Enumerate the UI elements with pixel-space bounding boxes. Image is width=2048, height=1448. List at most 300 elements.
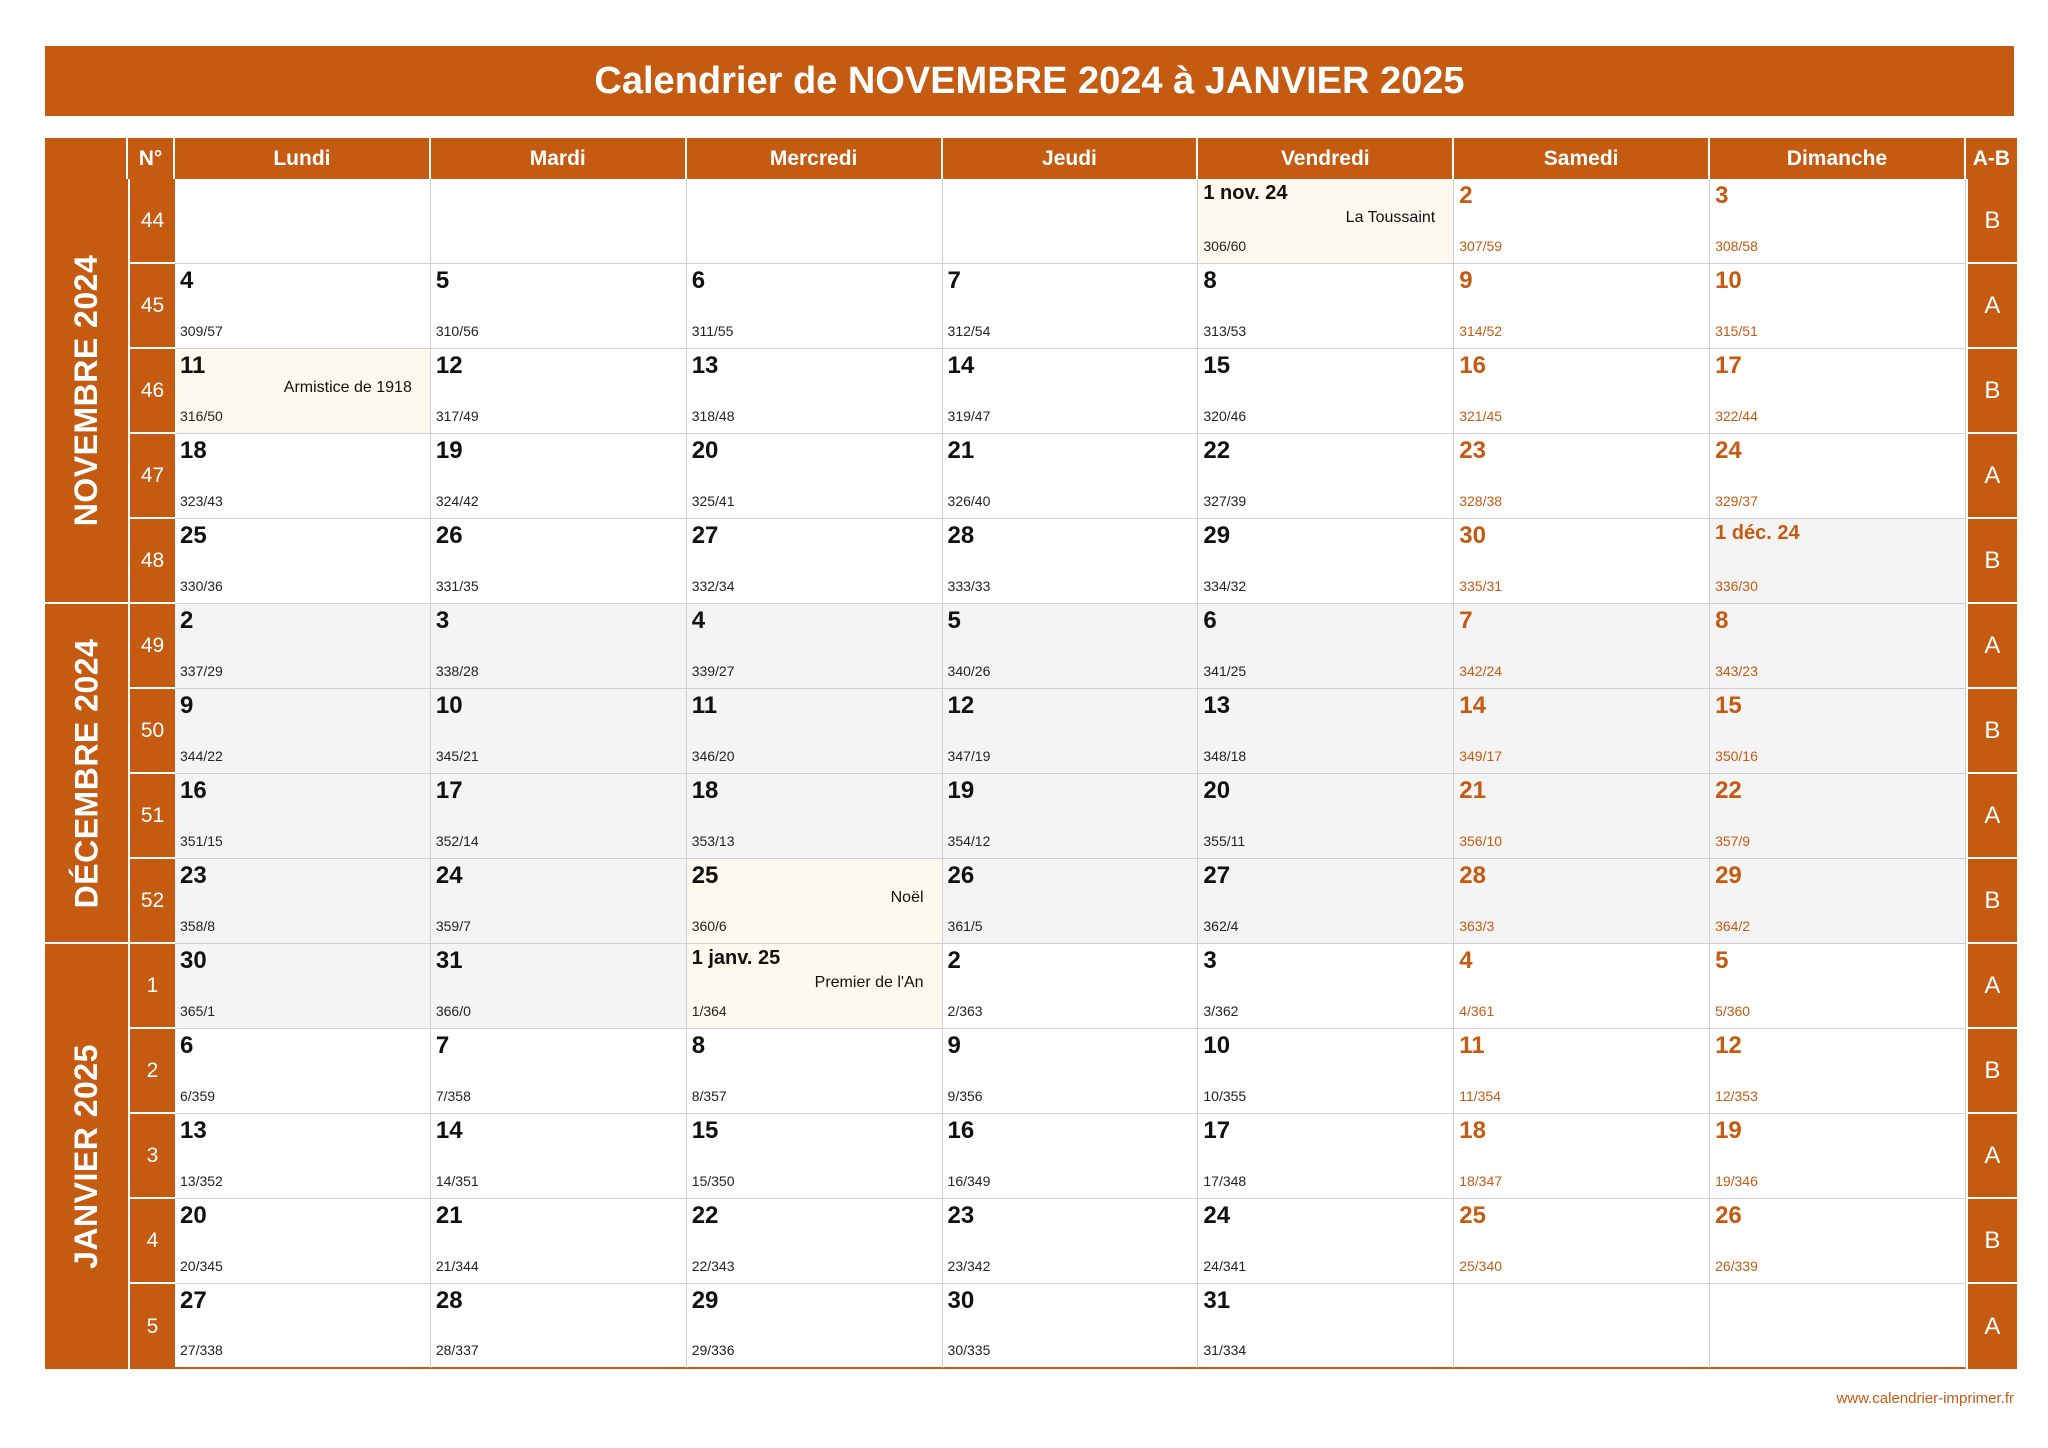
week-number: 50 [128, 689, 175, 774]
week-ab: A [1966, 604, 2017, 689]
month-label-text: JANVIER 2025 [68, 1044, 104, 1269]
day-of-year: 17/348 [1203, 1173, 1247, 1189]
day-number: 1 janv. 25 [691, 947, 781, 969]
day-cell [1454, 264, 1710, 349]
header-sunday: Dimanche [1710, 138, 1966, 179]
day-of-year: 311/55 [691, 323, 734, 339]
day-of-year: 28/337 [435, 1342, 479, 1358]
week-number: 47 [128, 434, 175, 519]
day-of-year: 20/345 [180, 1258, 223, 1274]
day-of-year: 306/60 [1203, 238, 1247, 254]
day-number: 10 [1203, 1032, 1231, 1059]
day-cell [1198, 349, 1454, 434]
day-of-year: 322/44 [1715, 408, 1758, 424]
day-of-year: 354/12 [947, 833, 991, 849]
day-number: 27 [180, 1287, 207, 1314]
header-wednesday: Mercredi [687, 138, 943, 179]
day-number: 3 [1715, 182, 1729, 209]
day-of-year: 340/26 [947, 663, 991, 679]
day-cell [943, 689, 1199, 774]
day-cell [1454, 1114, 1710, 1199]
day-of-year: 313/53 [1203, 323, 1247, 339]
day-cell [431, 689, 687, 774]
day-of-year: 326/40 [947, 493, 991, 509]
day-number: 17 [435, 777, 463, 804]
day-number: 17 [1715, 352, 1742, 379]
day-cell [1454, 859, 1710, 944]
day-number: 29 [1715, 862, 1742, 889]
day-of-year: 345/21 [435, 748, 479, 764]
holiday-name: Noël [890, 889, 924, 906]
header-week-number: N° [128, 138, 175, 179]
day-of-year: 346/20 [691, 748, 735, 764]
day-of-year: 7/358 [435, 1088, 471, 1104]
day-number: 14 [947, 352, 975, 379]
day-cell [687, 434, 943, 519]
month-label-text: NOVEMBRE 2024 [68, 254, 105, 527]
day-of-year: 347/19 [947, 748, 991, 764]
day-cell [687, 689, 943, 774]
day-number: 11 [691, 692, 718, 719]
day-cell [431, 604, 687, 689]
day-number: 8 [691, 1032, 706, 1059]
day-number: 1 déc. 24 [1715, 522, 1800, 544]
day-of-year: 363/3 [1459, 918, 1495, 934]
empty-day-cell [1454, 1284, 1710, 1369]
day-number: 28 [435, 1287, 463, 1314]
day-of-year: 339/27 [691, 663, 735, 679]
day-number: 10 [1715, 267, 1742, 294]
day-cell [687, 1199, 943, 1284]
day-cell [1710, 944, 1966, 1029]
day-cell [431, 944, 687, 1029]
day-cell [1198, 264, 1454, 349]
day-number: 11 [1459, 1032, 1485, 1059]
day-cell [431, 859, 687, 944]
day-of-year: 14/351 [435, 1173, 479, 1189]
day-cell [175, 604, 431, 689]
day-number: 9 [947, 1032, 961, 1059]
day-number: 15 [1203, 352, 1231, 379]
day-of-year: 349/17 [1459, 748, 1503, 764]
day-cell [1710, 434, 1966, 519]
day-number: 1 nov. 24 [1203, 182, 1288, 204]
day-number: 21 [435, 1202, 463, 1229]
day-of-year: 26/339 [1715, 1258, 1758, 1274]
day-cell [1454, 349, 1710, 434]
day-of-year: 314/52 [1459, 323, 1503, 339]
day-number: 30 [947, 1287, 975, 1314]
day-cell [431, 349, 687, 434]
week-ab: B [1966, 179, 2017, 264]
day-of-year: 341/25 [1203, 663, 1247, 679]
day-number: 30 [180, 947, 207, 974]
day-of-year: 320/46 [1203, 408, 1247, 424]
day-cell [1198, 689, 1454, 774]
day-number: 11 [180, 352, 206, 379]
month-label [45, 179, 128, 604]
day-of-year: 13/352 [180, 1173, 223, 1189]
day-of-year: 310/56 [435, 323, 479, 339]
month-label [45, 944, 128, 1369]
day-number: 23 [180, 862, 207, 889]
day-of-year: 318/48 [691, 408, 735, 424]
holiday-name: Armistice de 1918 [283, 379, 412, 396]
day-number: 20 [691, 437, 719, 464]
day-of-year: 329/37 [1715, 493, 1758, 509]
day-cell [175, 1284, 431, 1369]
day-of-year: 4/361 [1459, 1003, 1495, 1019]
day-cell [431, 1199, 687, 1284]
day-cell [175, 689, 431, 774]
day-number: 4 [691, 607, 706, 634]
day-number: 24 [1715, 437, 1742, 464]
day-cell [1710, 689, 1966, 774]
empty-day-cell [175, 179, 431, 264]
day-number: 13 [691, 352, 719, 379]
day-cell [1198, 859, 1454, 944]
day-of-year: 309/57 [180, 323, 223, 339]
day-number: 31 [435, 947, 463, 974]
day-number: 5 [435, 267, 450, 294]
day-of-year: 16/349 [947, 1173, 991, 1189]
day-cell [1454, 604, 1710, 689]
day-of-year: 336/30 [1715, 578, 1758, 594]
day-of-year: 348/18 [1203, 748, 1247, 764]
day-of-year: 31/334 [1203, 1342, 1247, 1358]
day-of-year: 321/45 [1459, 408, 1503, 424]
holiday-name: Premier de l'An [814, 974, 924, 991]
day-cell [1198, 1199, 1454, 1284]
day-of-year: 30/335 [947, 1342, 991, 1358]
day-of-year: 2/363 [947, 1003, 983, 1019]
week-ab: A [1966, 1284, 2017, 1369]
day-of-year: 331/35 [435, 578, 479, 594]
day-number: 2 [1459, 182, 1473, 209]
day-number: 3 [435, 607, 450, 634]
day-number: 14 [435, 1117, 463, 1144]
day-number: 22 [1203, 437, 1231, 464]
day-number: 29 [691, 1287, 719, 1314]
day-number: 29 [1203, 522, 1231, 549]
day-cell [175, 774, 431, 859]
day-cell [1710, 264, 1966, 349]
day-number: 21 [1459, 777, 1486, 804]
day-number: 23 [947, 1202, 975, 1229]
day-cell [1198, 1029, 1454, 1114]
day-cell [687, 1029, 943, 1114]
day-cell [943, 519, 1199, 604]
day-number: 23 [1459, 437, 1486, 464]
day-of-year: 307/59 [1459, 238, 1503, 254]
day-number: 13 [1203, 692, 1231, 719]
day-cell [943, 774, 1199, 859]
day-of-year: 325/41 [691, 493, 735, 509]
day-number: 12 [435, 352, 463, 379]
day-cell [175, 1029, 431, 1114]
day-number: 7 [1459, 607, 1473, 634]
day-cell [431, 264, 687, 349]
day-cell [687, 1114, 943, 1199]
day-of-year: 356/10 [1459, 833, 1503, 849]
day-number: 19 [947, 777, 975, 804]
empty-day-cell [431, 179, 687, 264]
week-ab: A [1966, 1114, 2017, 1199]
day-cell [1710, 519, 1966, 604]
day-number: 8 [1203, 267, 1217, 294]
day-of-year: 364/2 [1715, 918, 1751, 934]
day-of-year: 317/49 [435, 408, 479, 424]
day-number: 15 [691, 1117, 719, 1144]
day-cell [1710, 1199, 1966, 1284]
day-number: 4 [180, 267, 194, 294]
day-of-year: 361/5 [947, 918, 983, 934]
day-of-year: 3/362 [1203, 1003, 1239, 1019]
day-cell [943, 944, 1199, 1029]
day-of-year: 353/13 [691, 833, 735, 849]
day-number: 18 [180, 437, 207, 464]
day-number: 26 [947, 862, 975, 889]
day-of-year: 352/14 [435, 833, 479, 849]
empty-day-cell [943, 179, 1199, 264]
day-cell [1454, 944, 1710, 1029]
header-friday: Vendredi [1198, 138, 1454, 179]
day-of-year: 337/29 [180, 663, 223, 679]
month-label-text: DÉCEMBRE 2024 [68, 638, 105, 908]
day-number: 20 [1203, 777, 1231, 804]
week-number: 49 [128, 604, 175, 689]
day-cell [1710, 774, 1966, 859]
week-number: 46 [128, 349, 175, 434]
day-number: 5 [1715, 947, 1729, 974]
day-cell [943, 604, 1199, 689]
day-cell [1198, 1114, 1454, 1199]
day-cell [943, 859, 1199, 944]
week-ab: A [1966, 264, 2017, 349]
day-of-year: 343/23 [1715, 663, 1758, 679]
day-of-year: 323/43 [180, 493, 223, 509]
day-cell [1710, 604, 1966, 689]
day-of-year: 5/360 [1715, 1003, 1751, 1019]
day-of-year: 342/24 [1459, 663, 1503, 679]
day-cell [175, 859, 431, 944]
day-number: 2 [180, 607, 194, 634]
day-of-year: 362/4 [1203, 918, 1239, 934]
day-number: 31 [1203, 1287, 1231, 1314]
week-ab: A [1966, 774, 2017, 859]
month-label [45, 604, 128, 944]
week-number: 52 [128, 859, 175, 944]
day-of-year: 8/357 [691, 1088, 727, 1104]
week-ab: B [1966, 1199, 2017, 1284]
day-number: 14 [1459, 692, 1486, 719]
day-number: 27 [691, 522, 719, 549]
day-cell [943, 264, 1199, 349]
day-of-year: 330/36 [180, 578, 223, 594]
day-of-year: 308/58 [1715, 238, 1758, 254]
day-of-year: 357/9 [1715, 833, 1751, 849]
day-cell [943, 1199, 1199, 1284]
day-cell [431, 774, 687, 859]
day-number: 7 [435, 1032, 450, 1059]
week-ab: B [1966, 859, 2017, 944]
day-number: 18 [691, 777, 719, 804]
day-of-year: 18/347 [1459, 1173, 1503, 1189]
day-cell [1454, 179, 1710, 264]
footer-website[interactable]: www.calendrier-imprimer.fr [1836, 1390, 2014, 1407]
day-number: 30 [1459, 522, 1486, 549]
day-of-year: 355/11 [1203, 833, 1246, 849]
day-cell [175, 1199, 431, 1284]
week-number: 1 [128, 944, 175, 1029]
day-cell [687, 349, 943, 434]
day-cell [1198, 434, 1454, 519]
day-of-year: 358/8 [180, 918, 216, 934]
week-number: 51 [128, 774, 175, 859]
day-cell [175, 264, 431, 349]
day-cell [431, 434, 687, 519]
day-cell [1710, 1114, 1966, 1199]
day-of-year: 359/7 [435, 918, 471, 934]
day-cell [1198, 774, 1454, 859]
day-number: 25 [691, 862, 719, 889]
day-of-year: 9/356 [947, 1088, 983, 1104]
day-of-year: 22/343 [691, 1258, 735, 1274]
day-of-year: 12/353 [1715, 1088, 1758, 1104]
day-of-year: 366/0 [435, 1003, 471, 1019]
empty-day-cell [1710, 1284, 1966, 1369]
day-of-year: 324/42 [435, 493, 479, 509]
day-number: 16 [1459, 352, 1486, 379]
day-of-year: 25/340 [1459, 1258, 1503, 1274]
day-cell [1454, 689, 1710, 774]
day-number: 28 [947, 522, 975, 549]
week-ab: B [1966, 349, 2017, 434]
calendar-grid [45, 138, 2017, 1369]
calendar-title: Calendrier de NOVEMBRE 2024 à JANVIER 2025 [45, 46, 2014, 116]
day-of-year: 21/344 [435, 1258, 479, 1274]
day-number: 6 [180, 1032, 194, 1059]
day-cell [943, 434, 1199, 519]
day-cell [1454, 1029, 1710, 1114]
week-ab: B [1966, 1029, 2017, 1114]
day-of-year: 1/364 [691, 1003, 727, 1019]
day-cell [175, 434, 431, 519]
day-cell [1710, 179, 1966, 264]
day-of-year: 338/28 [435, 663, 479, 679]
day-cell [687, 604, 943, 689]
day-cell [1710, 859, 1966, 944]
day-of-year: 328/38 [1459, 493, 1503, 509]
day-of-year: 6/359 [180, 1088, 216, 1104]
day-number: 19 [1715, 1117, 1742, 1144]
day-cell [175, 349, 431, 434]
day-of-year: 327/39 [1203, 493, 1247, 509]
day-cell [687, 859, 943, 944]
week-number: 3 [128, 1114, 175, 1199]
day-of-year: 23/342 [947, 1258, 991, 1274]
week-number: 5 [128, 1284, 175, 1369]
day-number: 24 [1203, 1202, 1231, 1229]
day-cell [1454, 519, 1710, 604]
day-of-year: 316/50 [180, 408, 223, 424]
header-corner [45, 138, 128, 179]
day-number: 24 [435, 862, 463, 889]
day-cell [431, 519, 687, 604]
day-number: 21 [947, 437, 975, 464]
day-number: 25 [1459, 1202, 1486, 1229]
day-of-year: 365/1 [180, 1003, 216, 1019]
day-cell [1454, 434, 1710, 519]
day-of-year: 319/47 [947, 408, 991, 424]
day-cell [431, 1029, 687, 1114]
week-number: 4 [128, 1199, 175, 1284]
day-of-year: 333/33 [947, 578, 991, 594]
day-cell [1198, 1284, 1454, 1369]
day-number: 20 [180, 1202, 207, 1229]
header-monday: Lundi [175, 138, 431, 179]
day-of-year: 335/31 [1459, 578, 1503, 594]
day-cell [687, 519, 943, 604]
day-number: 26 [1715, 1202, 1742, 1229]
header-thursday: Jeudi [943, 138, 1199, 179]
day-of-year: 312/54 [947, 323, 991, 339]
day-cell [431, 1114, 687, 1199]
day-number: 6 [691, 267, 706, 294]
week-number: 45 [128, 264, 175, 349]
day-number: 9 [1459, 267, 1473, 294]
header-ab: A-B [1966, 138, 2017, 179]
week-ab: A [1966, 434, 2017, 519]
day-number: 16 [947, 1117, 975, 1144]
day-of-year: 351/15 [180, 833, 223, 849]
week-number: 2 [128, 1029, 175, 1114]
day-of-year: 334/32 [1203, 578, 1247, 594]
day-of-year: 350/16 [1715, 748, 1758, 764]
day-of-year: 15/350 [691, 1173, 735, 1189]
day-number: 12 [947, 692, 975, 719]
day-cell [1198, 604, 1454, 689]
day-number: 6 [1203, 607, 1217, 634]
day-of-year: 332/34 [691, 578, 735, 594]
day-number: 26 [435, 522, 463, 549]
day-of-year: 29/336 [691, 1342, 735, 1358]
day-number: 8 [1715, 607, 1729, 634]
day-of-year: 10/355 [1203, 1088, 1247, 1104]
day-number: 10 [435, 692, 463, 719]
empty-day-cell [687, 179, 943, 264]
day-cell [1710, 1029, 1966, 1114]
header-tuesday: Mardi [431, 138, 687, 179]
day-cell [687, 1284, 943, 1369]
day-cell [175, 944, 431, 1029]
week-number: 48 [128, 519, 175, 604]
day-number: 16 [180, 777, 207, 804]
day-number: 17 [1203, 1117, 1231, 1144]
day-cell [943, 1029, 1199, 1114]
day-cell [1710, 349, 1966, 434]
day-number: 5 [947, 607, 961, 634]
day-cell [687, 944, 943, 1029]
day-number: 7 [947, 267, 961, 294]
day-cell [175, 519, 431, 604]
week-ab: A [1966, 944, 2017, 1029]
day-number: 19 [435, 437, 463, 464]
day-cell [1198, 519, 1454, 604]
day-cell [943, 349, 1199, 434]
day-cell [1454, 774, 1710, 859]
day-number: 13 [180, 1117, 207, 1144]
